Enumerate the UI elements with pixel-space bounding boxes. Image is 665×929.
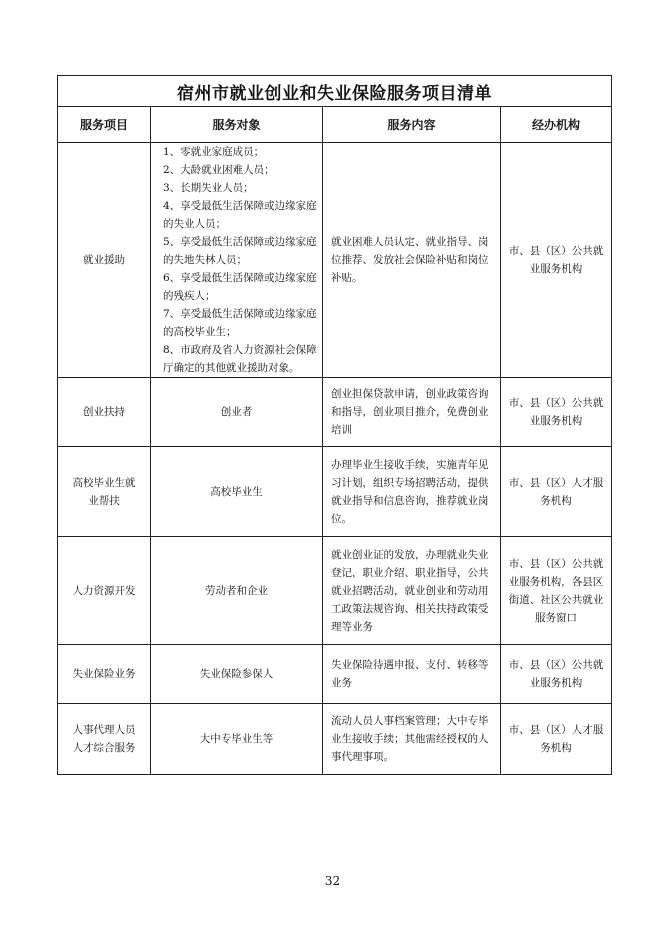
target-list-item: 2、大龄就业困难人员； — [163, 164, 275, 176]
service-item-cell: 就业援助 — [58, 143, 151, 378]
service-content-cell: 流动人员人事档案管理；大中专毕业生接收手续；其他需经授权的人事代理事项。 — [323, 704, 501, 775]
agency-cell: 市、县（区）公共就业服务机构，各县区街道、社区公共就业服务窗口 — [501, 537, 612, 645]
table-row — [58, 447, 612, 537]
page-number: 32 — [324, 874, 341, 888]
service-item-cell: 人事代理人员人才综合服务 — [58, 704, 151, 775]
service-content-cell: 就业创业证的发放，办理就业失业登记，职业介绍、职业指导，公共就业招聘活动，就业创业和劳动用工政策法规咨询、相关扶持政策受理等业务 — [323, 537, 501, 645]
table-row — [58, 704, 612, 775]
target-list-item: 5、享受最低生活保障或边缘家庭的失地失林人员； — [163, 236, 317, 266]
agency-cell: 市、县（区）公共就业服务机构 — [501, 645, 612, 704]
agency-cell: 市、县（区）人才服务机构 — [501, 704, 612, 775]
service-item-cell: 创业扶持 — [58, 378, 151, 447]
service-target-cell: 创业者 — [151, 378, 323, 447]
service-target-list — [151, 143, 323, 378]
agency-cell: 市、县（区）公共就业服务机构 — [501, 378, 612, 447]
header-row — [58, 107, 612, 143]
service-item-cell: 失业保险业务 — [58, 645, 151, 704]
service-item-cell: 人力资源开发 — [58, 537, 151, 645]
service-content-cell: 失业保险待遇申报、支付、转移等业务 — [323, 645, 501, 704]
service-target-cell: 失业保险参保人 — [151, 645, 323, 704]
target-list-item: 7、享受最低生活保障或边缘家庭的高校毕业生； — [163, 308, 317, 338]
table-row — [58, 378, 612, 447]
service-item-cell: 高校毕业生就业帮扶 — [58, 447, 151, 537]
table-title: 宿州市就业创业和失业保险服务项目清单 — [58, 76, 612, 107]
header-service-item: 服务项目 — [58, 107, 151, 143]
agency-cell: 市、县（区）人才服务机构 — [501, 447, 612, 537]
service-content-cell: 创业担保贷款申请，创业政策咨询和指导，创业项目推介，免费创业培训 — [323, 378, 501, 447]
target-list-item: 1、零就业家庭成员； — [163, 146, 265, 158]
table-row — [58, 537, 612, 645]
service-target-cell: 劳动者和企业 — [151, 537, 323, 645]
service-list-table — [57, 75, 612, 775]
service-content-cell: 办理毕业生接收手续，实施青年见习计划，组织专场招聘活动，提供就业指导和信息咨询，推荐就业岗位。 — [323, 447, 501, 537]
target-list-item: 4、享受最低生活保障或边缘家庭的失业人员； — [163, 200, 317, 230]
header-service-target: 服务对象 — [151, 107, 323, 143]
header-agency: 经办机构 — [501, 107, 612, 143]
table-row — [58, 645, 612, 704]
header-service-content: 服务内容 — [323, 107, 501, 143]
target-list-item: 6、享受最低生活保障或边缘家庭的残疾人； — [163, 272, 317, 302]
service-target-cell: 大中专毕业生等 — [151, 704, 323, 775]
service-target-cell: 高校毕业生 — [151, 447, 323, 537]
agency-cell: 市、县（区）公共就业服务机构 — [501, 143, 612, 378]
table-row — [58, 143, 612, 378]
service-content-cell: 就业困难人员认定、就业指导、岗位推荐、发放社会保险补贴和岗位补贴。 — [323, 143, 501, 378]
target-list-item: 3、长期失业人员； — [163, 182, 254, 194]
target-list-item: 8、市政府及省人力资源社会保障厅确定的其他就业援助对象。 — [163, 344, 317, 374]
